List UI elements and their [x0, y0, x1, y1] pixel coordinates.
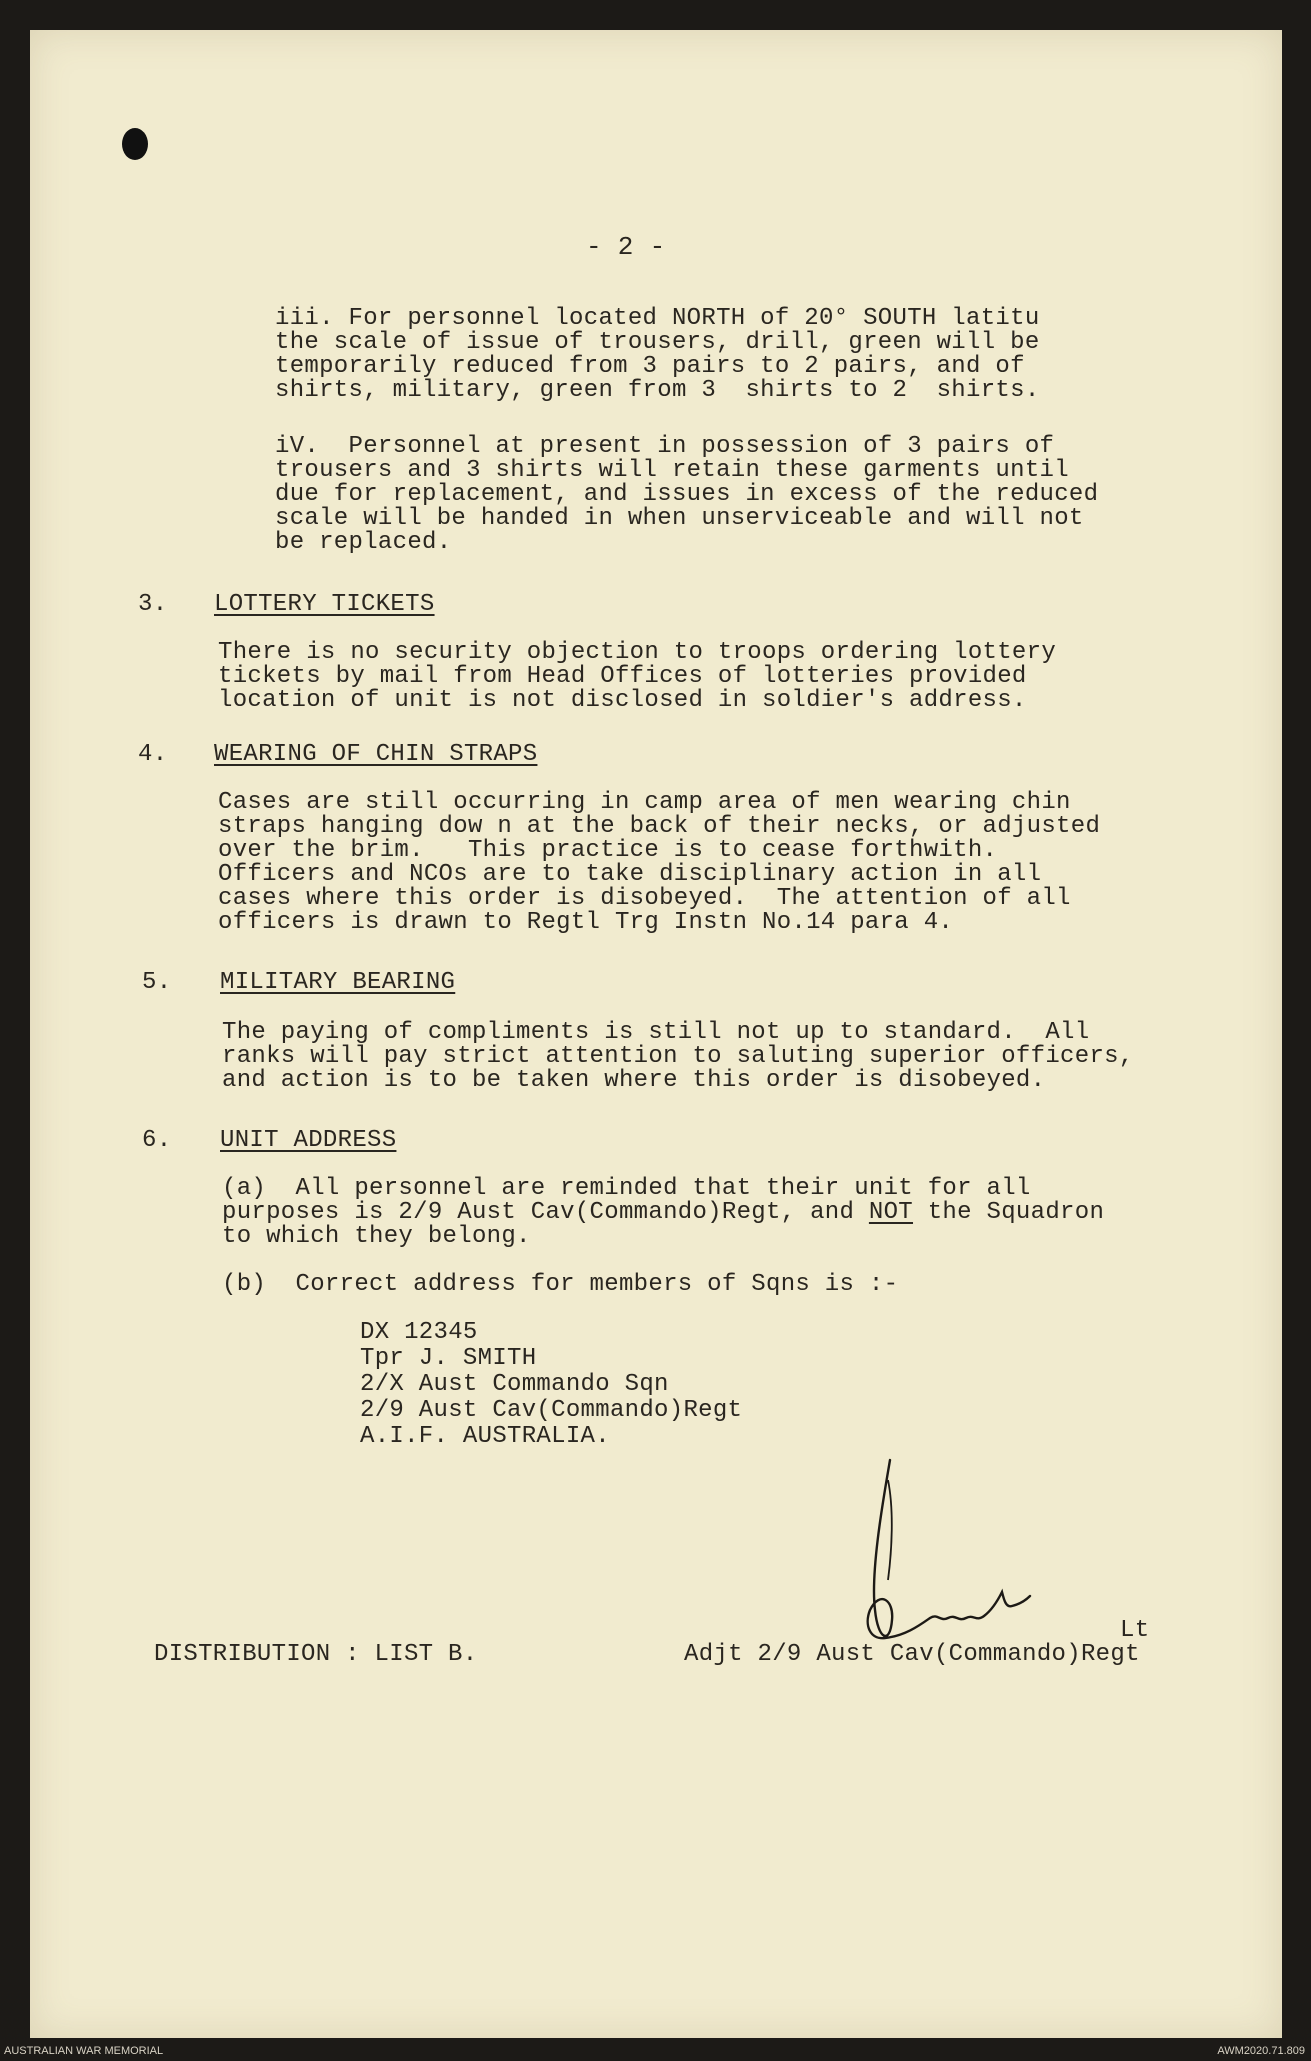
section-line: location of unit is not disclosed in soldier's address.: [218, 687, 1027, 714]
archive-footer-left: AUSTRALIAN WAR MEMORIAL: [4, 2045, 164, 2057]
section-heading: LOTTERY TICKETS: [214, 591, 435, 618]
section-number: 3.: [138, 591, 168, 618]
item-iii-line: shirts, military, green from 3 shirts to 2 shirts.: [275, 377, 1040, 404]
document-page: [30, 30, 1282, 2038]
section-heading: MILITARY BEARING: [220, 969, 456, 996]
section-line: There is no security objection to troops ordering lottery: [218, 639, 1057, 666]
page-number: - 2 -: [586, 232, 666, 262]
section-line: Cases are still occurring in camp area of men wearing chin: [218, 789, 1071, 816]
archive-footer-right: AWM2020.71.809: [1217, 2045, 1305, 2057]
item-iii-line: the scale of issue of trousers, drill, green will be: [275, 329, 1040, 356]
para-a-line: (a) All personnel are reminded that their unit for all: [222, 1175, 1031, 1202]
section-line: Officers and NCOs are to take disciplinary action in all: [218, 861, 1042, 888]
signature-block: Adjt 2/9 Aust Cav(Commando)Regt: [684, 1641, 1140, 1668]
section-line: tickets by mail from Head Offices of lotteries provided: [218, 663, 1027, 690]
para-a-text: purposes is 2/9 Aust Cav(Commando)Regt, and: [222, 1199, 869, 1226]
para-a-line: to which they belong.: [222, 1223, 531, 1250]
signatory-rank: Lt: [1120, 1617, 1150, 1644]
item-iii-line: iii. For personnel located NORTH of 20° SOUTH latitu: [275, 305, 1040, 332]
section-line: ranks will pay strict attention to saluting superior officers,: [222, 1043, 1134, 1070]
punch-hole: [122, 128, 148, 160]
item-iv-line: trousers and 3 shirts will retain these garments until: [275, 457, 1069, 484]
item-iv-line: iV. Personnel at present in possession of 3 pairs of: [275, 433, 1055, 460]
section-line: over the brim. This practice is to cease forthwith.: [218, 837, 998, 864]
address-line: 2/9 Aust Cav(Commando)Regt: [360, 1397, 743, 1424]
distribution-line: DISTRIBUTION : LIST B.: [154, 1641, 478, 1668]
section-line: cases where this order is disobeyed. The attention of all: [218, 885, 1071, 912]
handwritten-signature: [830, 1450, 1070, 1670]
section-number: 4.: [138, 741, 168, 768]
address-line: 2/X Aust Commando Sqn: [360, 1371, 669, 1398]
address-line: DX 12345: [360, 1319, 478, 1346]
item-iv-line: be replaced.: [275, 529, 452, 556]
section-line: and action is to be taken where this order is disobeyed.: [222, 1067, 1046, 1094]
item-iv-line: due for replacement, and issues in excess of the reduced: [275, 481, 1099, 508]
section-heading: WEARING OF CHIN STRAPS: [214, 741, 538, 768]
para-b-line: (b) Correct address for members of Sqns is :-: [222, 1271, 899, 1298]
item-iii-line: temporarily reduced from 3 pairs to 2 pairs, and of: [275, 353, 1025, 380]
section-line: straps hanging dow n at the back of their necks, or adjusted: [218, 813, 1101, 840]
para-a-tail: the Squadron: [913, 1199, 1105, 1226]
section-line: The paying of compliments is still not up to standard. All: [222, 1019, 1090, 1046]
address-line: A.I.F. AUSTRALIA.: [360, 1423, 610, 1450]
section-number: 5.: [142, 969, 172, 996]
section-heading: UNIT ADDRESS: [220, 1127, 397, 1154]
para-a-emphasis: NOT: [868, 1199, 914, 1226]
section-line: officers is drawn to Regtl Trg Instn No.14 para 4.: [218, 909, 954, 936]
section-number: 6.: [142, 1127, 172, 1154]
item-iv-line: scale will be handed in when unserviceable and will not: [275, 505, 1084, 532]
address-line: Tpr J. SMITH: [360, 1345, 537, 1372]
